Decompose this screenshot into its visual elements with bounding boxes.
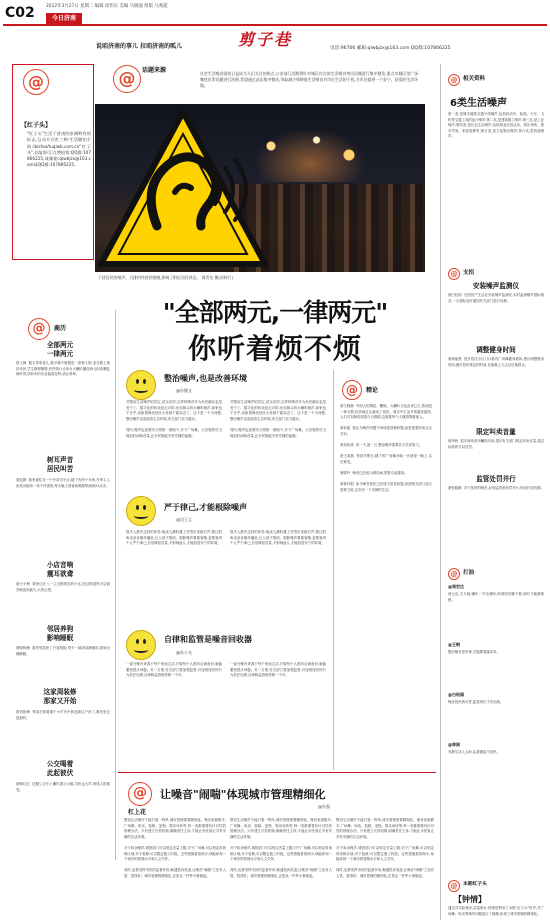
left-col-rule: [115, 310, 116, 860]
topic-label: 话题来源: [142, 67, 167, 74]
topic-photo: [95, 104, 425, 272]
call-item-1-text: 两元店,天天闹,喇叭一开全城吵,吵得居民睡不着,何时才能静悄悄。: [448, 592, 544, 602]
section-tab: 今日济南: [46, 13, 82, 24]
column-name: 剪子巷: [238, 30, 293, 49]
bell-title: 【钟情】: [454, 895, 486, 904]
support-item-2-text: @徐丽燕 很多居住小区门口都有广场舞健身群体,建议调整健身时间,避开居民休息的时间,比如晚上九点以后就停止。: [448, 357, 544, 367]
related-at-icon: @: [448, 74, 460, 86]
call-item-4-text: 安静生活人人盼,从我做起不扰民。: [448, 750, 500, 754]
bell-at-icon: @: [448, 880, 460, 892]
comment-5-text: @刘阳峰 每周日都要那个小声音中间是新住户房了,唯家里总是那样。: [16, 710, 110, 720]
smiley-icon: [126, 630, 156, 660]
related-label: 相关资料: [463, 76, 486, 82]
comment-1-subtitle: 全部两元 一律两元: [46, 341, 74, 358]
middle-col-rule: [333, 370, 334, 770]
article-3-text-col2: 一部分噪音来源于每个家庭生活,只要每个人都有自律意识,就能避免很多问题。另一方面,有关部门要加强监管,对违规扰民的行为依法处理,自律和监管两者缺一不可。: [230, 662, 326, 678]
big-article-text-col3: 整治生活噪声不能只靠一阵风,城市管理需要精细化。噪音来源繁多,广场舞、叫卖、装修、宠物、娱乐场所等,每一类都需要有针对性的管理办法。只有建立长效机制,明确责任主体,才能让市民真正享有安静的生活环境。 对于叫卖噪声,城管部门可以规定音量上限;对于广场舞,可以划定时间和区域;对于装修,可以限定施工时段。这些措施看似细小,却能体现一个城市的管理水平和人文关怀。 同时,也要发挥市民的监督作用,畅通投诉渠道,让噪音"闹喘"之处有人管、管得好。城市管理的精细化,正是从一件件小事做起。: [336, 818, 434, 878]
right-col-rule: [440, 64, 441, 920]
support-at-icon: @: [448, 268, 460, 280]
support-item-3-title: 限定叫卖音量: [476, 428, 516, 436]
comment-column-text: @王晓静 中国人的烟花、鞭炮、大喇叭文化由来已久,热闹是一种习惯,但热闹过头就成了扰民。城市中生活节奏越来越快,人们对安静的渴望与日俱增,这需要每个人懂得尊重他人。 @孙振 我认为噪声问题不单纯是管理问题,而是需要形成社会共识。 @刘伟燕 说一千,道一万,整治噪声需要各方共同努力。 @王鸿燕 每到节假日,楼下的广场舞音响一开就是一晚上,实在难受。 @陈玲 噪音已经成为城市病,需要引起重视。 @林肖娟 如今噪音扰民已经成为常见问题,希望相关部门加大管理力度,还市民一个安静的生活。: [340, 404, 432, 492]
article-1-title: 整治噪声,也是改善环境: [164, 374, 248, 383]
support-item-2-title: 调整健身时间: [476, 346, 516, 354]
headline-line1: "全部两元,一律两元": [162, 298, 388, 327]
article-1-text-col2: 对整治生活噪声的决定,说实在的,这样的噪音作为市民确实也是受不了。数字化的叫卖是反对的,比如街头的大喇叭噪声,商家也不在乎,但如果噪音扰民大家就不能容忍了。这不是一个小问题,整治噪声也是改善生活环境,有关部门应当落实。 同时,噪声也是城市文明的一面镜子,对于广场舞、大音箱等应当规范时间和音量,让市民都能享有安静的夜晚。: [230, 400, 326, 438]
big-article-text-col2: 整治生活噪声不能只靠一阵风,城市管理需要精细化。噪音来源繁多,广场舞、叫卖、装修、宠物、娱乐场所等,每一类都需要有针对性的管理办法。只有建立长效机制,明确责任主体,才能让市民真正享有安静的生活环境。 对于叫卖噪声,城管部门可以规定音量上限;对于广场舞,可以划定时间和区域;对于装修,可以限定施工时段。这些措施看似细小,却能体现一个城市的管理水平和人文关怀。 同时,也要发挥市民的监督作用,畅通投诉渠道,让噪音"闹喘"之处有人管、管得好。城市管理的精细化,正是从一件件小事做起。: [230, 818, 332, 878]
call-at-icon: @: [448, 568, 460, 580]
support-label: 支招: [463, 270, 475, 276]
call-item-3-title: @白经国: [448, 692, 464, 697]
sidebar-text: "红子头"生活于济南的泉城特有的标志,互动方式有三种:生活随拍手机:ibisfoa/tuqiwb.com.cn"红子头",回复即可;点赞投票:QQ群:107866225,或邮箱:qlwbjzx@163.com或QQ群:107866225。: [27, 131, 91, 168]
left-column-label: 鹿历: [54, 325, 67, 332]
support-item-3-text: @李秋 很多商家爱用喇叭叫卖,建议有关部门规定叫卖音量,超过标准的予以处罚。: [448, 439, 544, 449]
sidebar-title: 【红子头】: [21, 122, 52, 129]
comment-2-subtitle: 树耳声音 居民叫苦: [46, 456, 74, 473]
call-item-4-title: @林刚: [448, 742, 460, 747]
comment-6-text: @陈红红 近期公交车上喇叭提示太响,司机也大声,吵得人很难受。: [16, 782, 110, 792]
comment-2-text: @赵静 数家最住在一个开奇式小区,楼下有两个车库,车库主人用其出租给一家个体饭馆,每天晚上饭客吆喝猜拳闹到23点多。: [16, 478, 110, 488]
call-item-1-title: @周宏达: [448, 584, 464, 589]
comment-3-subtitle: 小店音响 震耳欲聋: [46, 561, 74, 578]
big-article-author: @孙强: [318, 804, 330, 809]
headline-line2: 你听着烦不烦: [187, 332, 362, 365]
bell-label: 本期红子头: [463, 882, 487, 887]
contact-line: 电话:96706 邮箱:qlwbjzx@163.com QQ群:107866225: [330, 46, 451, 51]
related-title: 6类生活噪声: [450, 98, 507, 109]
article-3-text: 一部分噪音来源于每个家庭生活,只要每个人都有自律意识,就能避免很多问题。另一方面,有关部门要加强监管,对违规扰民的行为依法处理,自律和监管两者缺一不可。: [126, 662, 222, 678]
support-item-1-title: 安装噪声监测仪: [472, 282, 520, 290]
comment-3-text: @王小利 我家住在八一立交桥附近的小区,经过街道每天店面音响放到最大,大的心慌。: [16, 582, 110, 592]
article-1-text: 对整治生活噪声的决定,说实在的,这样的噪音作为市民确实也是受不了。数字化的叫卖是反对的,比如街头的大喇叭噪声,商家也不在乎,但如果噪音扰民大家就不能容忍了。这不是一个小问题,整治噪声也是改善生活环境,有关部门应当落实。 同时,噪声也是城市文明的一面镜子,对于广场舞、大音箱等应当规范时间和音量,让市民都能享有安静的夜晚。: [126, 400, 222, 438]
article-2-text: 很多人都有这样的体验:夜深人静时楼上突然传来敲打声,路边的叫卖录音循环播放,让人烦不胜烦。根除噪声要靠管理,更要靠每个人严于律己,自觉降低音量,不影响他人,才能营造安宁的环境。: [126, 530, 222, 546]
big-article-rule: [118, 772, 436, 773]
smiley-icon: [126, 496, 156, 526]
comment-1-text: @王静 数字将零食儿,数字像不屑德见一条街上街,非无路上固持市民,学生横厚横靠,有些执行点卖台大喇叭播放两元叫卖嘈乱难听得,请问市的市业能改变吗,请让规章。: [16, 361, 110, 377]
article-3-title: 自律和监管是噪音回收器: [164, 635, 252, 644]
comment-4-subtitle: 邻居养狗 影响睡眠: [46, 625, 74, 642]
support-item-4-text: @张晓静 对于扰民的噪音,应该监管和处罚并行,形成长效机制。: [448, 486, 544, 490]
call-item-2-text: 整治噪音是好事,关键要看落实时。: [448, 650, 500, 654]
article-1-author: @孙健文: [176, 388, 192, 393]
header-rule: [3, 24, 547, 26]
comment-column-label: 精论: [366, 387, 379, 394]
comment-5-subtitle: 这家周装修 那家又开始: [43, 688, 77, 705]
sidebar-box: [12, 64, 94, 260]
bell-text: 通过对实际噪音,质量统计,特别是利用了本报"红子头"时声,对广场舞、叫卖等噪声问题进行了梳理,体现了城市管理的精细化。: [448, 906, 544, 916]
call-item-3-text: 噪音扰民真可恶,监管到位才有出路。: [448, 700, 504, 704]
left-slogan: 说咱济南的事儿 拉咱济南的呱儿: [96, 43, 183, 50]
big-article-title: 让噪音"闹喘"体现城市管理精细化: [160, 788, 326, 801]
page-code: C02: [5, 5, 35, 21]
topic-intro: 社会生活噪音困扰日益成为人们关注的热点,公安部门近期将针对城区存在的生活噪音突出问题进行集中整治,重点对城区里广场舞扰民等问题进行治理,希望通过此次集中整治,争取减少和降低生活噪音对市民生活的干扰,为市民提供一个安宁、舒适的生活环境。: [200, 71, 418, 89]
related-text: 第一类,是城市道路交通干线噪声,包括机动车、轮船、火车、飞机等交通工具的运行噪声;第二类,是建筑施工噪声;第三类,是工业噪声;第四类,是社会生活噪声,包括商业经营活动、娱乐场所、集市贸易、家庭装修等;第五类,是文化娱乐噪声;第六类,是其他噪声。: [448, 112, 544, 139]
support-item-1-text: @白经国 在居民户生活区安装噪声监测仪,实时监测噪声超标情况,一旦超标及时通知有关部门进行处理。: [448, 293, 544, 303]
comment-4-text: @陈锋梅 我家邻居养了只宠物狗,每天一闻到动静就叫,影响全楼睡眠。: [16, 646, 110, 656]
big-article-at-icon: @: [128, 782, 152, 806]
big-article-subhead: 杠上花: [128, 809, 147, 816]
smiley-icon: [126, 370, 156, 400]
article-2-title: 严于律己,才能根除噪声: [164, 503, 248, 512]
dateline: 2012年3月27日 星期二 编辑 徐伟乐 美编 马晓迪 组版 马秀霞: [46, 4, 168, 9]
big-article-text-col1: 整治生活噪声不能只靠一阵风,城市管理需要精细化。噪音来源繁多,广场舞、叫卖、装修、宠物、娱乐场所等,每一类都需要有针对性的管理办法。只有建立长效机制,明确责任主体,才能让市民真正享有安静的生活环境。 对于叫卖噪声,城管部门可以规定音量上限;对于广场舞,可以划定时间和区域;对于装修,可以限定施工时段。这些措施看似细小,却能体现一个城市的管理水平和人文关怀。 同时,也要发挥市民的监督作用,畅通投诉渠道,让噪音"闹喘"之处有人管、管得好。城市管理的精细化,正是从一件件小事做起。: [124, 818, 226, 878]
article-2-author: @段王文: [176, 517, 192, 522]
call-label: 打油: [463, 570, 475, 576]
comment-at-icon: @: [342, 380, 362, 400]
call-item-2-title: @王钢: [448, 642, 460, 647]
comment-6-subtitle: 公交喝着 此起彼伏: [46, 760, 74, 777]
photo-caption: 干扰居民的噪声、大排档经营到很晚,影响了附近居民休息。 周青先 摄(资料片): [98, 275, 234, 280]
support-item-4-title: 监管处罚并行: [476, 475, 516, 483]
left-at-icon: @: [28, 318, 50, 340]
sidebar-at-icon: @: [23, 69, 49, 95]
noise-warning-icon: [95, 106, 270, 271]
topic-at-icon: @: [113, 65, 141, 93]
article-2-text-col2: 很多人都有这样的体验:夜深人静时楼上突然传来敲打声,路边的叫卖录音循环播放,让人烦不胜烦。根除噪声要靠管理,更要靠每个人严于律己,自觉降低音量,不影响他人,才能营造安宁的环境。: [230, 530, 326, 546]
article-3-author: @孙小光: [176, 650, 192, 655]
